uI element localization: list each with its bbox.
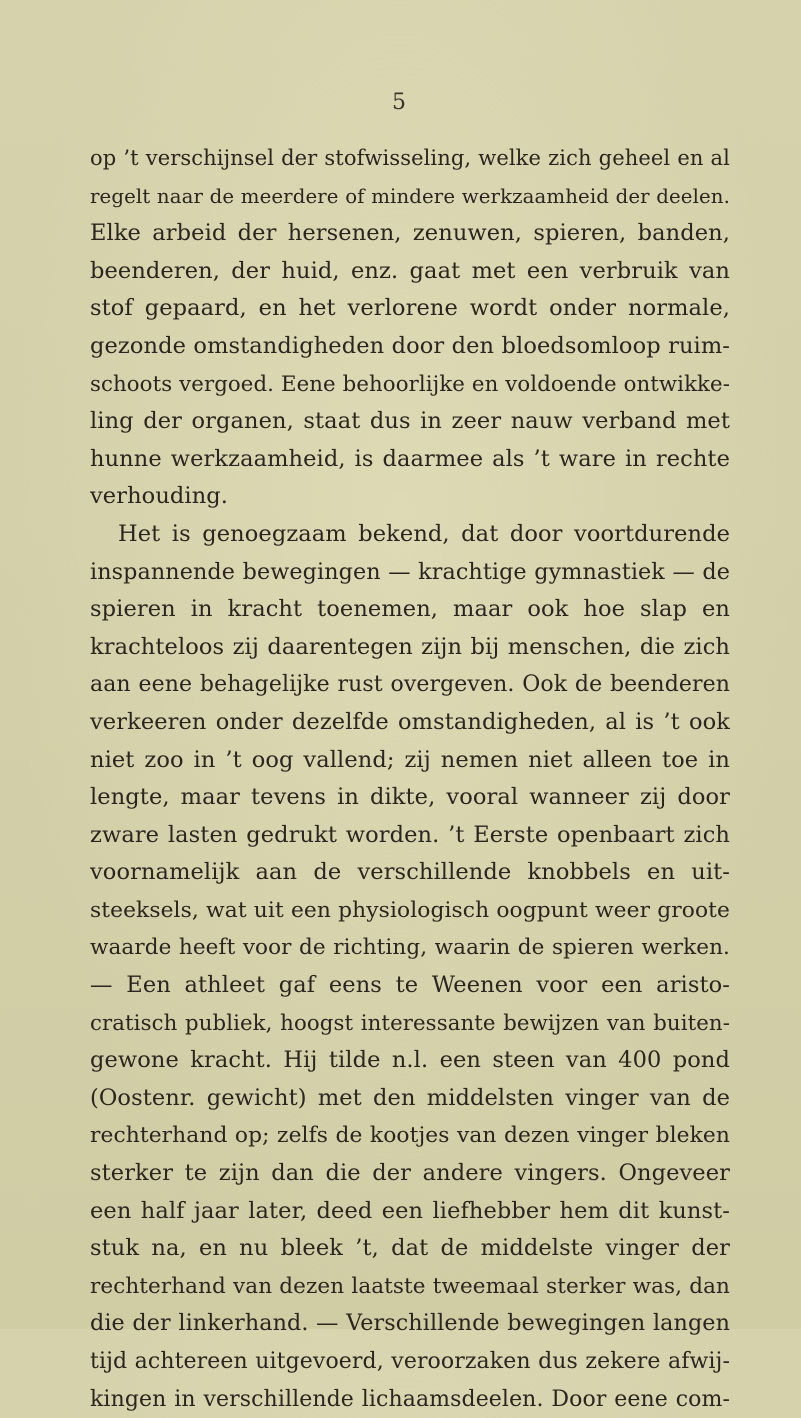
text-line: — Een athleet gaf eens te Weenen voor een aristo- [90, 972, 730, 999]
text-line: verkeeren onder dezelfde omstandigheden, al is ’t ook [90, 708, 730, 735]
text-line: niet zoo in ’t oog vallend; zij nemen niet alleen toe in [90, 746, 730, 773]
text-line: beenderen, der huid, enz. gaat met een verbruik van [90, 257, 730, 284]
text-line: stof gepaard, en het verlorene wordt onder normale, [90, 295, 730, 322]
text-line: Het is genoegzaam bekend, dat door voortdurende [118, 520, 730, 547]
text-line: rechterhand op; zelfs de kootjes van dezen vinger bleken [90, 1123, 730, 1149]
text-line: op ’t verschijnsel der stofwisseling, welke zich geheel en al [90, 146, 730, 170]
text-line: zware lasten gedrukt worden. ’t Eerste openbaart zich [90, 821, 730, 848]
page-number: 5 [392, 90, 406, 115]
text-line: schoots vergoed. Eene behoorlijke en voldoende ontwikke- [90, 371, 730, 397]
text-line: (Oostenr. gewicht) met den middelsten vinger van de [90, 1084, 730, 1111]
text-line: inspannende bewegingen — krachtige gymnastiek — de [90, 558, 730, 585]
text-line: ling der organen, staat dus in zeer nauw verband met [90, 408, 730, 435]
text-line: voornamelijk aan de verschillende knobbels en uit- [90, 859, 730, 886]
text-line: Elke arbeid der hersenen, zenuwen, spieren, banden, [90, 220, 730, 247]
text-line: regelt naar de meerdere of mindere werkzaamheid der deelen. [90, 184, 730, 208]
text-line: rechterhand van dezen laatste tweemaal sterker was, dan [90, 1273, 730, 1299]
text-line: stuk na, en nu bleek ’t, dat de middelste vinger der [90, 1235, 730, 1262]
text-line: verhouding. [90, 483, 229, 510]
text-line: cratisch publiek, hoogst interessante bewijzen van buiten- [90, 1010, 730, 1036]
text-line: hunne werkzaamheid, is daarmee als ’t ware in rechte [90, 445, 730, 472]
text-line: een half jaar later, deed een liefhebber hem dit kunst- [90, 1197, 730, 1224]
text-line: gewone kracht. Hij tilde n.l. een steen van 400 pond [90, 1047, 730, 1074]
text-line: aan eene behagelijke rust overgeven. Ook de beenderen [90, 672, 730, 698]
text-line: die der linkerhand. — Verschillende bewegingen langen [90, 1310, 730, 1337]
text-line: lengte, maar tevens in dikte, vooral wanneer zij door [90, 784, 730, 811]
text-line: steeksels, wat uit een physiologisch oogpunt weer groote [90, 897, 730, 923]
text-line: gezonde omstandigheden door den bloedsomloop ruim- [90, 332, 730, 359]
text-line: kingen in verschillende lichaamsdeelen. Door eene com- [90, 1386, 730, 1412]
body-text [90, 140, 730, 1418]
text-line: krachteloos zij daarentegen zijn bij menschen, die zich [90, 633, 730, 660]
text-line: tijd achtereen uitgevoerd, veroorzaken dus zekere afwij- [90, 1349, 730, 1374]
text-line: waarde heeft voor de richting, waarin de spieren werken. [90, 935, 730, 961]
text-line: spieren in kracht toenemen, maar ook hoe slap en [90, 596, 730, 623]
text-line: sterker te zijn dan die der andere vingers. Ongeveer [90, 1160, 730, 1187]
